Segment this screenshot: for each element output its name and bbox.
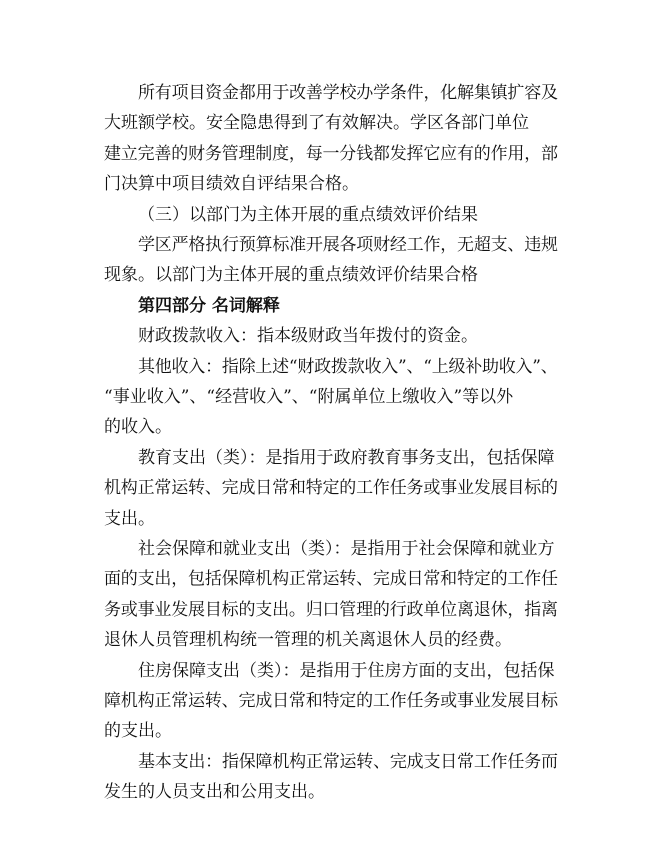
paragraph-line: 发生的人员支出和公用支出。: [104, 782, 325, 803]
paragraph-line: 社会保障和就业支出（类）：是指用于社会保障和就业方: [138, 539, 555, 559]
paragraph-line: 障机构正常运转、完成日常和特定的工作任务或事业发展目标: [104, 691, 558, 711]
paragraph-line: 教育支出（类）：是指用于政府教育事务支出，包括保障: [138, 447, 555, 468]
paragraph-line: 建立完善的财务管理制度，每一分钱都发挥它应有的作用，部: [104, 143, 558, 164]
paragraph-line: 务或事业发展目标的支出。归口管理的行政单位离退休，指离: [104, 599, 558, 620]
paragraph-line: 的收入。: [104, 417, 172, 438]
paragraph-line: 大班额学校。安全隐患得到了有效解决。学区各部门单位: [104, 113, 529, 134]
paragraph-line: 支出。: [104, 508, 155, 529]
paragraph-line: 基本支出：指保障机构正常运转、完成支日常工作任务而: [138, 751, 558, 772]
section-heading: 第四部分 名词解释: [138, 295, 280, 316]
paragraph-line: 现象。以部门为主体开展的重点绩效评价结果合格: [104, 265, 478, 286]
paragraph-line: 财政拨款收入：指本级财政当年拨付的资金。: [138, 326, 478, 347]
paragraph-line: 的支出。: [104, 721, 172, 742]
paragraph-line: “事业收入”、“经营收入”、“附属单位上缴收入”等以外: [104, 387, 514, 407]
paragraph-line: 住房保障支出（类）：是指用于住房方面的支出，包括保: [138, 660, 555, 681]
paragraph-line: 退休人员管理机构统一管理的机关离退休人员的经费。: [104, 630, 512, 651]
paragraph-line: 机构正常运转、完成日常和特定的工作任务或事业发展目标的: [104, 478, 558, 499]
section-subheading: （三）以部门为主体开展的重点绩效评价结果: [138, 204, 478, 225]
paragraph-line: 所有项目资金都用于改善学校办学条件，化解集镇扩容及: [138, 83, 558, 103]
paragraph-line: 门决算中项目绩效自评结果合格。: [104, 174, 359, 195]
paragraph-line: 面的支出，包括保障机构正常运转、完成日常和特定的工作任: [104, 569, 558, 590]
paragraph-line: 学区严格执行预算标准开展各项财经工作，无超支、违规: [138, 235, 558, 255]
paragraph-line: 其他收入：指除上述“财政拨款收入”、“上级补助收入”、: [138, 356, 558, 377]
